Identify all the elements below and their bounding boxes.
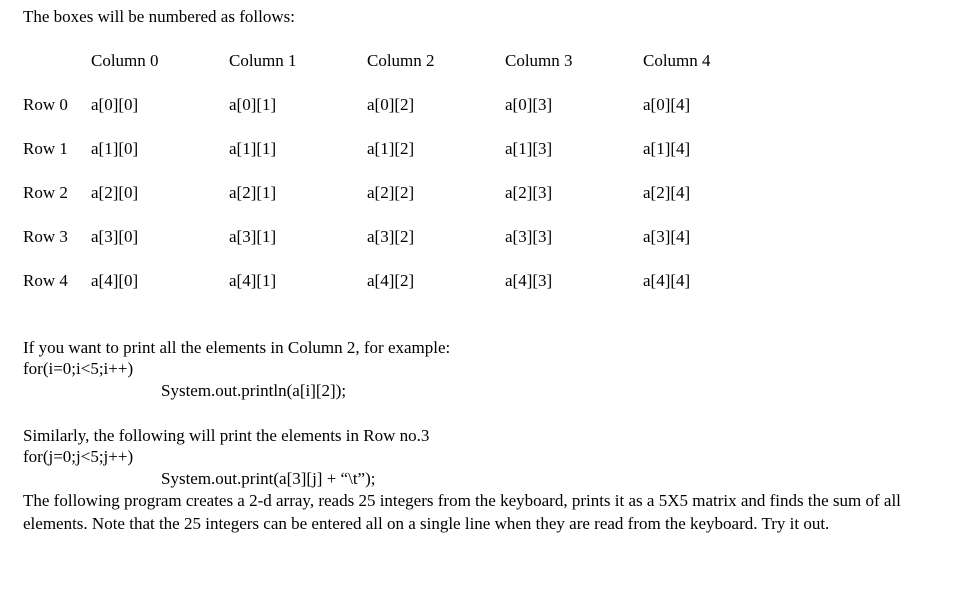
row-example-statement: System.out.print(a[3][j] + “\t”); <box>161 469 376 488</box>
grid-cell: a[1][2] <box>367 139 415 158</box>
row-label: Row 4 <box>23 271 68 290</box>
column-header: Column 4 <box>643 51 711 70</box>
grid-cell: a[4][4] <box>643 271 691 290</box>
grid-cell: a[3][2] <box>367 227 415 246</box>
grid-cell: a[0][3] <box>505 95 553 114</box>
grid-cell: a[0][4] <box>643 95 691 114</box>
grid-cell: a[3][3] <box>505 227 553 246</box>
row-label: Row 0 <box>23 95 68 114</box>
intro-text: The boxes will be numbered as follows: <box>23 7 295 26</box>
column-header: Column 0 <box>91 51 159 70</box>
column-header: Column 1 <box>229 51 297 70</box>
grid-cell: a[1][0] <box>91 139 139 158</box>
grid-cell: a[4][0] <box>91 271 139 290</box>
grid-cell: a[1][3] <box>505 139 553 158</box>
grid-cell: a[3][1] <box>229 227 277 246</box>
column-header: Column 2 <box>367 51 435 70</box>
array-index-grid <box>0 0 961 300</box>
grid-cell: a[1][1] <box>229 139 277 158</box>
row-label: Row 2 <box>23 183 68 202</box>
grid-cell: a[2][4] <box>643 183 691 202</box>
grid-cell: a[3][4] <box>643 227 691 246</box>
column-example-statement: System.out.println(a[i][2]); <box>161 381 347 400</box>
row-example-loop: for(j=0;j<5;j++) <box>23 447 134 466</box>
grid-cell: a[2][1] <box>229 183 277 202</box>
grid-cell: a[0][1] <box>229 95 277 114</box>
grid-cell: a[2][3] <box>505 183 553 202</box>
row-label: Row 3 <box>23 227 68 246</box>
column-example-loop: for(i=0;i<5;i++) <box>23 359 134 378</box>
row-label: Row 1 <box>23 139 68 158</box>
grid-cell: a[2][2] <box>367 183 415 202</box>
column-example-text: If you want to print all the elements in Column 2, for example: <box>23 338 451 357</box>
grid-cell: a[0][0] <box>91 95 139 114</box>
grid-cell: a[1][4] <box>643 139 691 158</box>
grid-cell: a[4][3] <box>505 271 553 290</box>
grid-cell: a[2][0] <box>91 183 139 202</box>
grid-cell: a[4][1] <box>229 271 277 290</box>
column-header: Column 3 <box>505 51 573 70</box>
grid-cell: a[4][2] <box>367 271 415 290</box>
grid-cell: a[3][0] <box>91 227 139 246</box>
row-example-text: Similarly, the following will print the elements in Row no.3 <box>23 426 430 445</box>
grid-cell: a[0][2] <box>367 95 415 114</box>
closing-paragraph: The following program creates a 2-d array, reads 25 integers from the keyboard, prints it as a 5X5 matrix and finds the sum of all elements. Note that the 25 integers can be entered all on a single line when they are read from the keyboard. Try it out. <box>23 491 901 533</box>
